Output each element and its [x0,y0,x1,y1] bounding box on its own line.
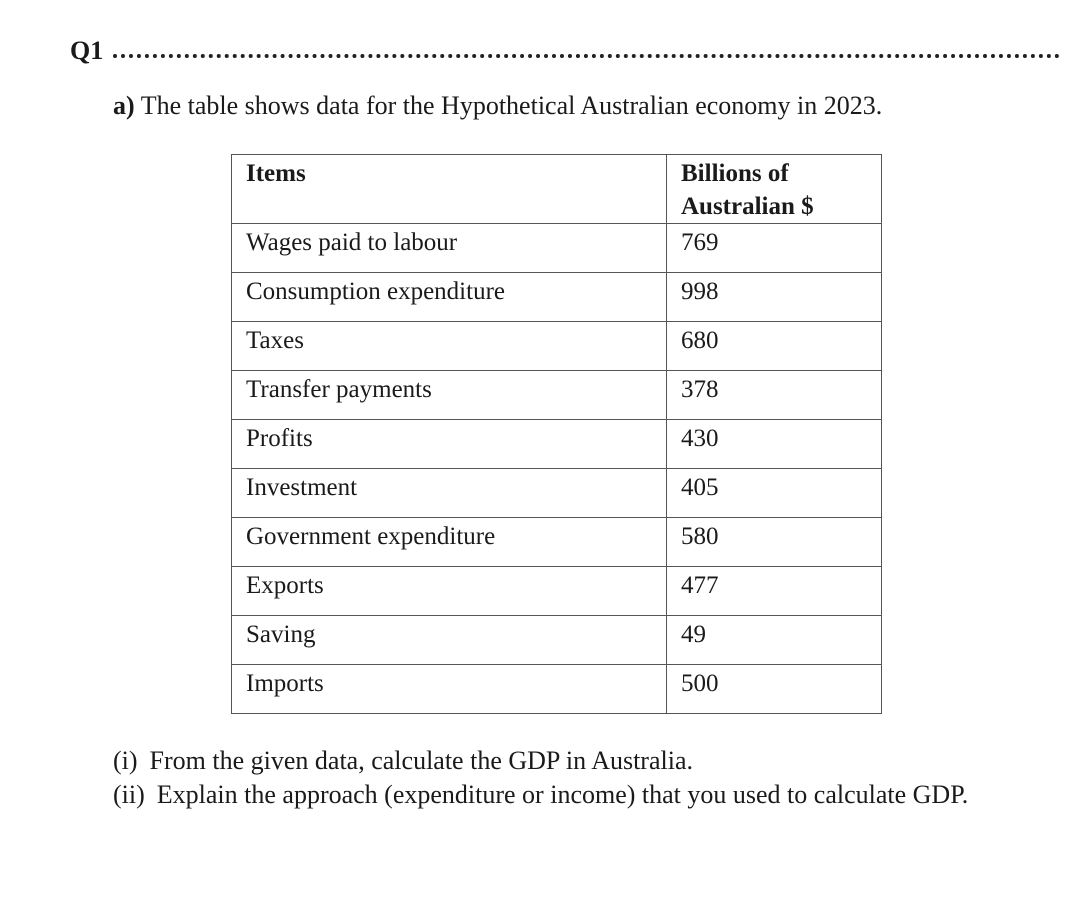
value-cell: 680 [667,322,882,371]
value-cell: 477 [667,567,882,616]
sub-question-i [113,744,968,778]
item-cell: Consumption expenditure [232,273,667,322]
value-cell: 998 [667,273,882,322]
value-cell: 769 [667,224,882,273]
sub-questions [113,744,968,812]
sub-question-text: Explain the approach (expenditure or income) that you used to calculate GDP. [156,780,969,809]
table-row [232,616,882,665]
value-cell: 49 [667,616,882,665]
item-cell: Transfer payments [232,371,667,420]
question-label: Q1 [70,36,104,65]
part-a-label: a) [113,91,135,120]
value-cell: 500 [667,665,882,714]
item-cell: Profits [232,420,667,469]
value-cell: 405 [667,469,882,518]
item-cell: Imports [232,665,667,714]
sub-question-ii [113,778,968,812]
table-row [232,224,882,273]
header-items: Items [232,155,667,224]
table-row [232,420,882,469]
dotted-answer-line [113,54,1060,58]
table-row [232,567,882,616]
table-row [232,469,882,518]
sub-question-text: From the given data, calculate the GDP in Australia. [149,746,693,775]
sub-question-number: (ii) [113,780,145,809]
table-row [232,322,882,371]
table-row [232,518,882,567]
table-row [232,273,882,322]
table-header-row [232,155,882,224]
value-cell: 430 [667,420,882,469]
item-cell: Taxes [232,322,667,371]
item-cell: Wages paid to labour [232,224,667,273]
table-row [232,665,882,714]
value-cell: 580 [667,518,882,567]
economy-data-table [231,154,882,714]
sub-question-number: (i) [113,746,138,775]
value-cell: 378 [667,371,882,420]
item-cell: Investment [232,469,667,518]
part-a-text: The table shows data for the Hypothetical Australian economy in 2023. [140,91,883,120]
item-cell: Exports [232,567,667,616]
question-header [70,26,1060,66]
header-billions: Billions of Australian $ [667,155,882,224]
table-row [232,371,882,420]
part-a-intro [113,88,882,124]
item-cell: Saving [232,616,667,665]
item-cell: Government expenditure [232,518,667,567]
